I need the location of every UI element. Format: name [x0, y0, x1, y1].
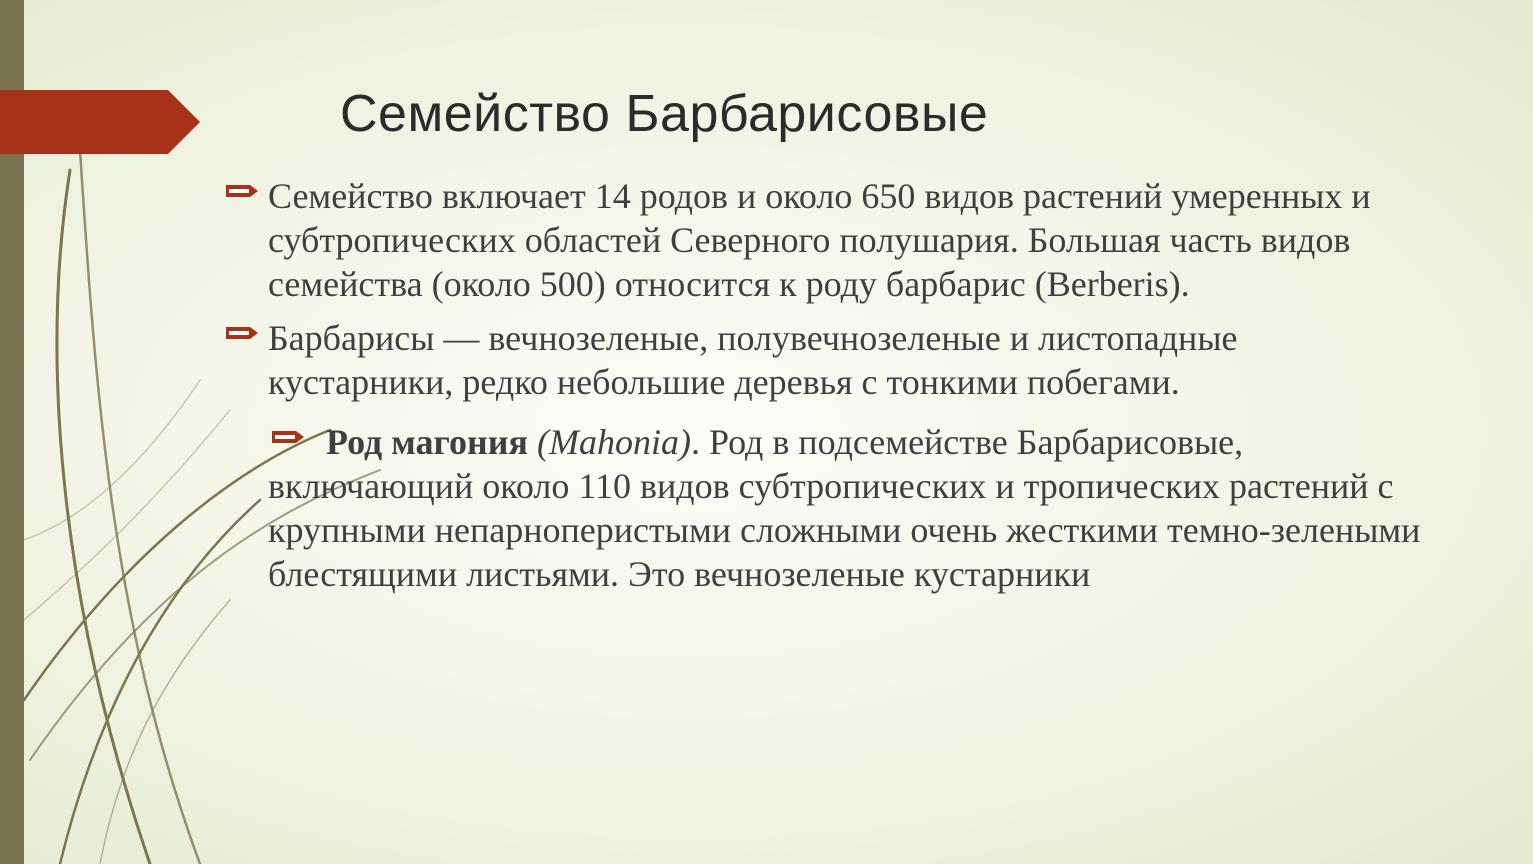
- sub-bullet-paragraph: [226, 420, 1426, 596]
- title-arrow-decoration: [0, 90, 200, 154]
- bullet-paragraph-1: [226, 174, 1426, 306]
- red-arrow-bullet-icon: [272, 429, 306, 445]
- red-arrow-bullet-icon: [226, 325, 260, 341]
- sub-paragraph-text: . Род в подсемействе Барбарисовые, включающий около 110 видов субтропических и тропических растений с крупными непарноперистыми сложными очень жесткими темно-зелеными блестящими листьями. Это вечнозеленые кустарники: [268, 422, 1421, 594]
- slide-title: Семейство Барбарисовые: [340, 85, 989, 143]
- paragraph-2-text: Барбарисы — вечнозеленые, полувечнозеленые и листопадные кустарники, редко небольшие деревья с тонкими побегами.: [268, 318, 1238, 402]
- bullet-paragraph-2: [226, 316, 1426, 404]
- paragraph-1-text: Семейство включает 14 родов и около 650 видов растений умеренных и субтропических областей Северного полушария. Большая часть видов семейства (около 500) относится к роду барбарис (Berberis).: [268, 176, 1371, 304]
- slide-content: [226, 174, 1426, 606]
- sub-paragraph-italic: (Mahonia): [536, 422, 691, 462]
- red-arrow-bullet-icon: [226, 183, 260, 199]
- sub-paragraph-bold: Род магония: [326, 422, 528, 462]
